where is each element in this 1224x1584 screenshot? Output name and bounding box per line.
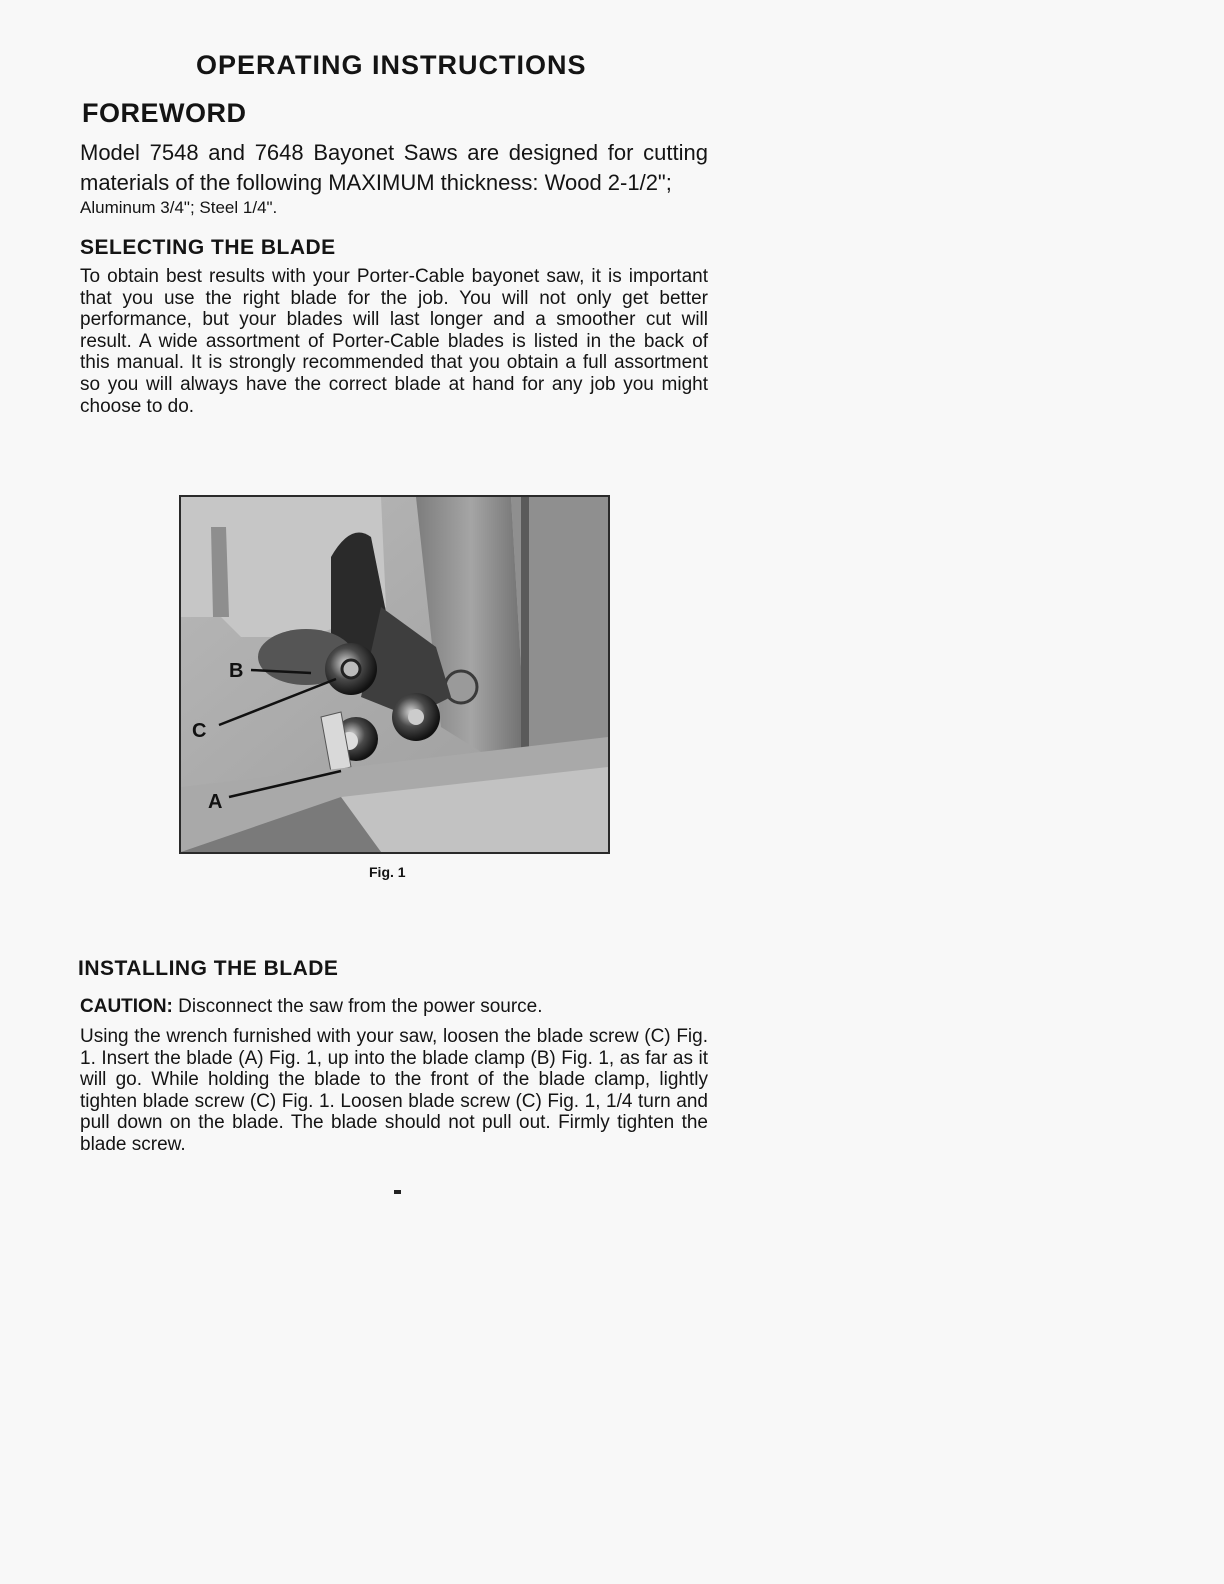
installing-blade-heading: INSTALLING THE BLADE [78, 957, 339, 980]
caution-text: Disconnect the saw from the power source. [172, 996, 543, 1017]
figure-1-photo [179, 495, 610, 854]
foreword-line-main: Model 7548 and 7648 Bayonet Saws are designed for cutting materials of the following MAXIMUM thickness: Wood 2-1/2"; [80, 140, 708, 195]
foreword-heading: FOREWORD [82, 98, 247, 128]
foreword-line-materials: Aluminum 3/4"; Steel 1/4". [80, 198, 278, 217]
selecting-blade-heading: SELECTING THE BLADE [80, 236, 336, 259]
foreword-paragraph [80, 138, 708, 218]
saw-blade-clamp-photo [181, 497, 608, 852]
page-title: OPERATING INSTRUCTIONS [196, 50, 587, 80]
fig-label-b: B [229, 660, 244, 682]
figure-caption: Fig. 1 [369, 864, 406, 880]
selecting-blade-paragraph: To obtain best results with your Porter-Cable bayonet saw, it is important that you use the right blade for the job. You will not only get better performance, but your blades will last longer and a smoother cut will result. A wide assortment of Porter-Cable blades is listed in the back of this manual. It is strongly recommended that you obtain a full assortment so you will always have the correct blade at hand for any job you might choose to do. [80, 266, 708, 417]
caution-label: CAUTION: [80, 996, 173, 1017]
fig-label-a: A [208, 791, 223, 813]
page-mark [394, 1190, 401, 1194]
fig-label-c: C [192, 720, 207, 742]
caution-paragraph [80, 996, 708, 1018]
installing-blade-paragraph: Using the wrench furnished with your saw, loosen the blade screw (C) Fig. 1. Insert the blade (A) Fig. 1, up into the blade clamp (B) Fig. 1, as far as it will go. While holding the blade to the front of the blade clamp, lightly tighten blade screw (C) Fig. 1. Loosen blade screw (C) Fig. 1, 1/4 turn and pull down on the blade. The blade should not pull out. Firmly tighten the blade screw. [80, 1026, 708, 1155]
